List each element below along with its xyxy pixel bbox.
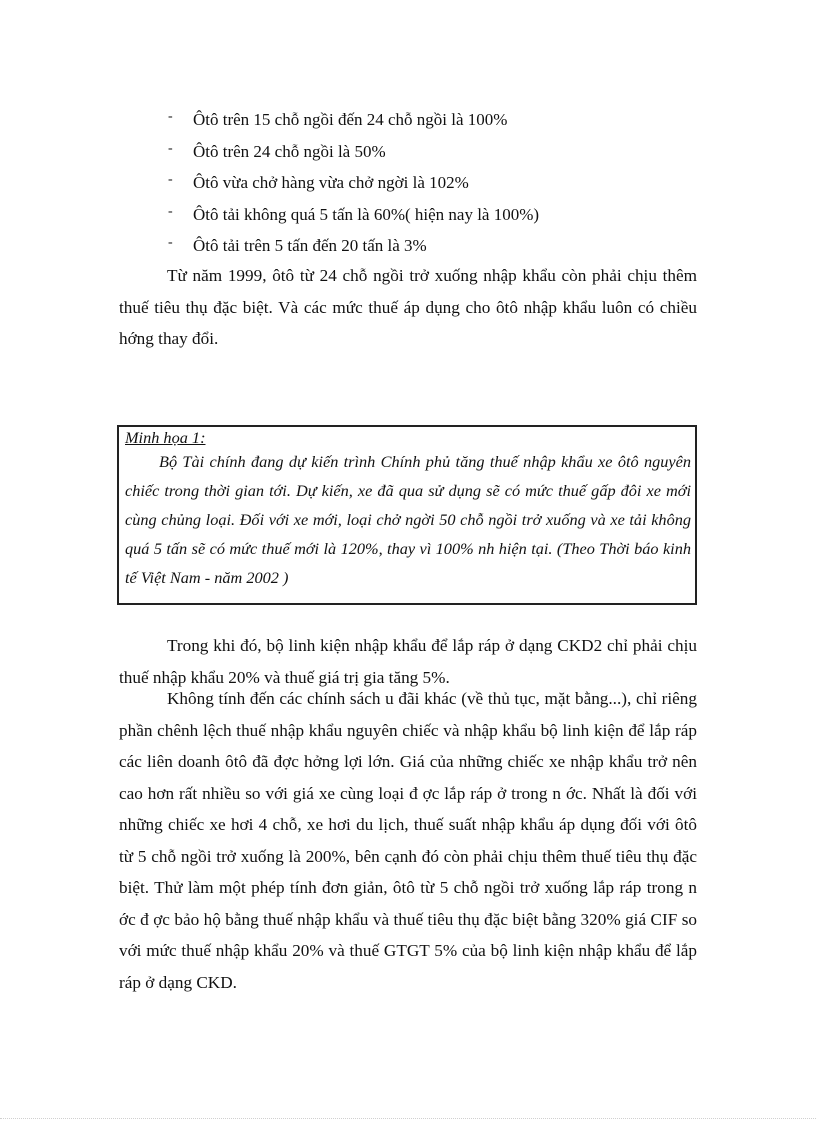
bullet-marker: - bbox=[168, 172, 173, 187]
list-item-text: Ôtô vừa chở hàng vừa chở ngời là 102% bbox=[193, 173, 469, 192]
bullet-marker: - bbox=[168, 203, 173, 219]
bullet-marker: - bbox=[168, 140, 173, 156]
list-item bbox=[168, 169, 708, 201]
illustration-title: Minh họa 1: bbox=[125, 428, 206, 447]
illustration-body bbox=[125, 447, 691, 592]
paragraph-text: Trong khi đó, bộ linh kiện nhập khẩu để lắp ráp ở dạng CKD2 chỉ phải chịu thuế nhập khẩu 20% và thuế giá trị gia tăng 5%. bbox=[119, 636, 697, 687]
illustration-box bbox=[117, 425, 697, 605]
tax-rate-list bbox=[168, 106, 708, 264]
list-item bbox=[168, 138, 708, 170]
list-item bbox=[168, 232, 708, 264]
bullet-marker: - bbox=[168, 109, 173, 124]
list-item-text: Ôtô tải trên 5 tấn đến 20 tấn là 3% bbox=[193, 236, 427, 255]
list-item bbox=[168, 106, 708, 138]
paragraph-text: Không tính đến các chính sách u đãi khác (về thủ tục, mặt bằng...), chỉ riêng phần chênh lệch thuế nhập khẩu nguyên chiếc và nhập khẩu bộ linh kiện để lắp ráp các liên doanh ôtô đã đợc hởng lợi lớn. Giá của những chiếc xe nhập khẩu trở nên cao hơn rất nhiều so với giá xe cùng loại đ ợc lắp ráp ở trong n ớc. Nhất là đối với những chiếc xe hơi 4 chỗ, xe hơi du lịch, thuế suất nhập khẩu áp dụng đối với ôtô từ 5 chỗ ngồi trở xuống là 200%, bên cạnh đó còn phải chịu thêm thuế tiêu thụ đặc biệt. Thử làm một phép tính đơn giản, ôtô từ 5 chỗ ngồi trở xuống lắp ráp trong n ớc đ ợc bảo hộ bằng thuế nhập khẩu và thuế tiêu thụ đặc biệt bằng 320% giá CIF so với mức thuế nhập khẩu 20% và thuế GTGT 5% của bộ linh kiện nhập khẩu để lắp ráp ở dạng CKD. bbox=[119, 689, 697, 992]
paragraph-text: Từ năm 1999, ôtô từ 24 chỗ ngồi trở xuống nhập khẩu còn phải chịu thêm thuế tiêu thụ đặc biệt. Và các mức thuế áp dụng cho ôtô nhập khẩu luôn có chiều hớng thay đổi. bbox=[119, 266, 697, 348]
list-item bbox=[168, 201, 708, 233]
paragraph-tax-comparison bbox=[119, 683, 697, 998]
illustration-text: Bộ Tài chính đang dự kiến trình Chính phủ tăng thuế nhập khẩu xe ôtô nguyên chiếc trong thời gian tới. Dự kiến, xe đã qua sử dụng sẽ có mức thuế gấp đôi xe mới cùng chủng loại. Đối với xe mới, loại chở ngời 50 chỗ ngồi trở xuống và xe tải không quá 5 tấn sẽ có mức thuế mới là 120%, thay vì 100% nh hiện tại. (Theo Thời báo kinh tế Việt Nam - năm 2002 ) bbox=[125, 452, 691, 587]
bullet-marker: - bbox=[168, 235, 173, 250]
list-item-text: Ôtô tải không quá 5 tấn là 60%( hiện nay là 100%) bbox=[193, 204, 540, 224]
paragraph-tax-changes bbox=[119, 260, 697, 355]
list-item-text: Ôtô trên 15 chỗ ngồi đến 24 chỗ ngồi là 100% bbox=[193, 110, 508, 129]
list-item-text: Ôtô trên 24 chỗ ngồi là 50% bbox=[193, 141, 386, 161]
page-bottom-divider bbox=[0, 1118, 816, 1119]
